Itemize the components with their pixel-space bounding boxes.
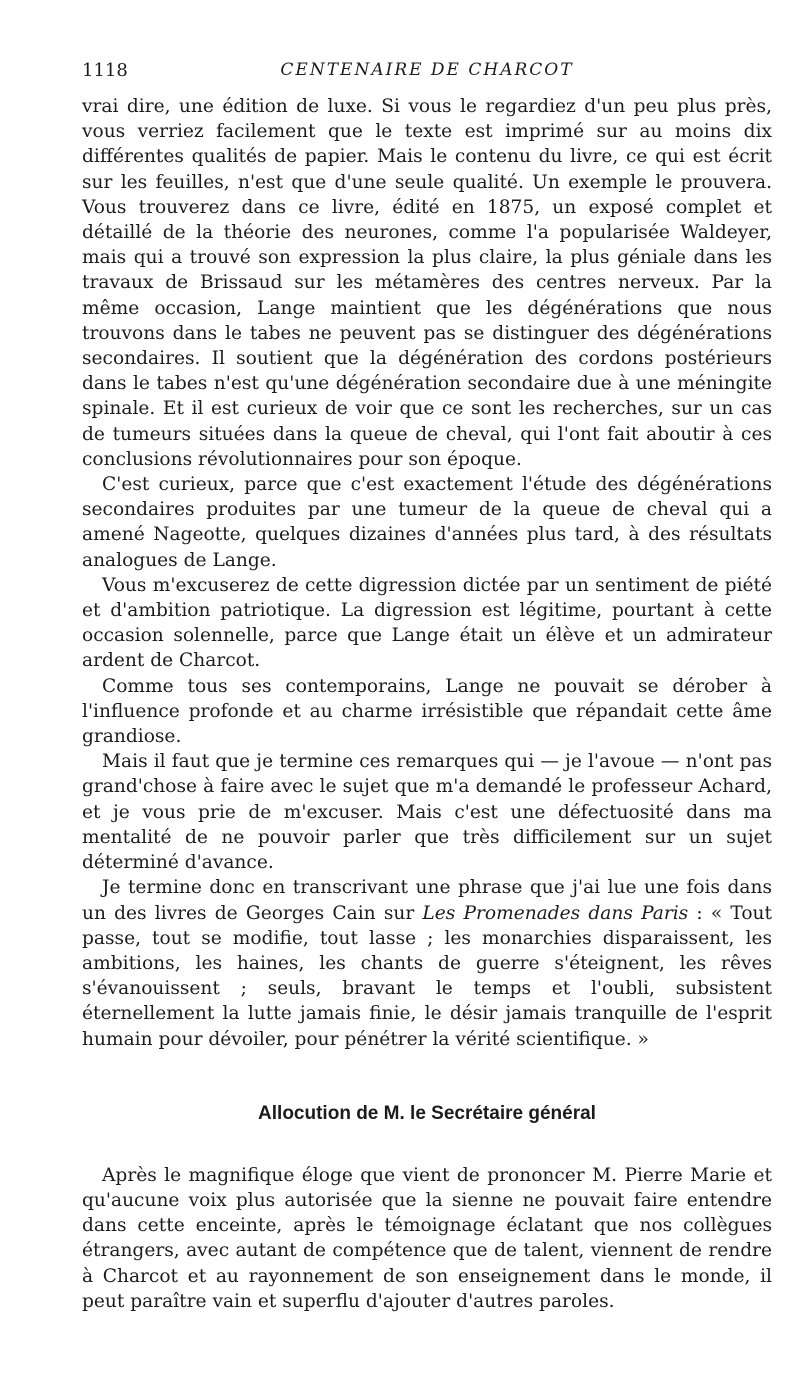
book-title: Les Promenades dans Paris bbox=[422, 902, 689, 924]
closing-text-before: Je termine donc en transcrivant une phrase que j'ai lue une fois dans un des livres de Georges Cain sur bbox=[82, 877, 772, 924]
page-number: 1118 bbox=[82, 60, 128, 81]
section bbox=[82, 1102, 772, 1314]
paragraph: Comme tous ses contemporains, Lange ne pouvait se dérober à l'influence profonde et au charme irrésistible que répandait cette âme grandiose. bbox=[82, 675, 772, 748]
paragraph: C'est curieux, parce que c'est exactement l'étude des dégénérations secondaires produites par une tumeur de la queue de cheval qui a amené Nageotte, quelques dizaines d'années plus tard, à des résultats analogues de Lange. bbox=[82, 474, 772, 571]
closing-quote: : « Tout passe, tout se modifie, tout lasse ; les monarchies disparaissent, les ambitions, les haines, les chants de guerre s'éteignent, les rêves s'évanouissent ; seuls, bravant le temps et l'oubli, subsistent éternellement la lutte jamais finie, le désir jamais tranquille de l'esprit humain pour dévoiler, pour pénétrer la vérité scientifique. » bbox=[82, 902, 772, 1050]
running-head bbox=[82, 60, 772, 82]
paragraph: vrai dire, une édition de luxe. Si vous le regardiez d'un peu plus près, vous verriez facilement que le texte est imprimé sur au moins dix différentes qualités de papier. Mais le contenu du livre, ce qui est écrit sur les feuilles, n'est que d'une seule qualité. Un exemple le prouvera. Vous trouverez dans ce livre, édité en 1875, un exposé complet et détaillé de la théorie des neurones, comme l'a popularisée Waldeyer, mais qui a trouvé son expression la plus claire, la plus géniale dans les travaux de Brissaud sur les métamères des centres nerveux. Par la même occasion, Lange maintient que les dégénérations que nous trouvons dans le tabes ne peuvent pas se distinguer des dégénérations secondaires. Il soutient que la dégénération des cordons postérieurs dans le tabes n'est qu'une dégénération secondaire due à une méningite spinale. Et il est curieux de voir que ce sont les recherches, sur un cas de tumeurs situées dans la queue de cheval, qui l'ont fait aboutir à ces conclusions révolutionnaires pour son époque. bbox=[82, 96, 772, 470]
section-heading: Allocution de M. le Secrétaire général bbox=[258, 1102, 596, 1124]
section-paragraph: Après le magnifique éloge que vient de prononcer M. Pierre Marie et qu'aucune voix plus autorisée que la sienne ne pouvait faire entendre dans cette enceinte, après le témoignage éclatant que nos collègues étrangers, avec autant de compétence que de talent, viennent de rendre à Charcot et au rayonnement de son enseignement dans le monde, il peut paraître vain et superflu d'ajouter d'autres paroles. bbox=[82, 1164, 772, 1312]
paragraph: Mais il faut que je termine ces remarques qui — je l'avoue — n'ont pas grand'chose à faire avec le sujet que m'a demandé le professeur Achard, et je vous prie de m'excuser. Mais c'est une défectuosité dans ma mentalité de ne pouvoir parler que très difficilement sur un sujet déterminé d'avance. bbox=[82, 751, 772, 874]
closing-paragraph bbox=[82, 875, 772, 1051]
running-title: CENTENAIRE DE CHARCOT bbox=[280, 60, 574, 80]
paragraph: Vous m'excuserez de cette digression dictée par un sentiment de piété et d'ambition patriotique. La digression est légitime, pourtant à cette occasion solennelle, parce que Lange était un élève et un admirateur ardent de Charcot. bbox=[82, 574, 772, 672]
body-text bbox=[82, 94, 772, 1314]
